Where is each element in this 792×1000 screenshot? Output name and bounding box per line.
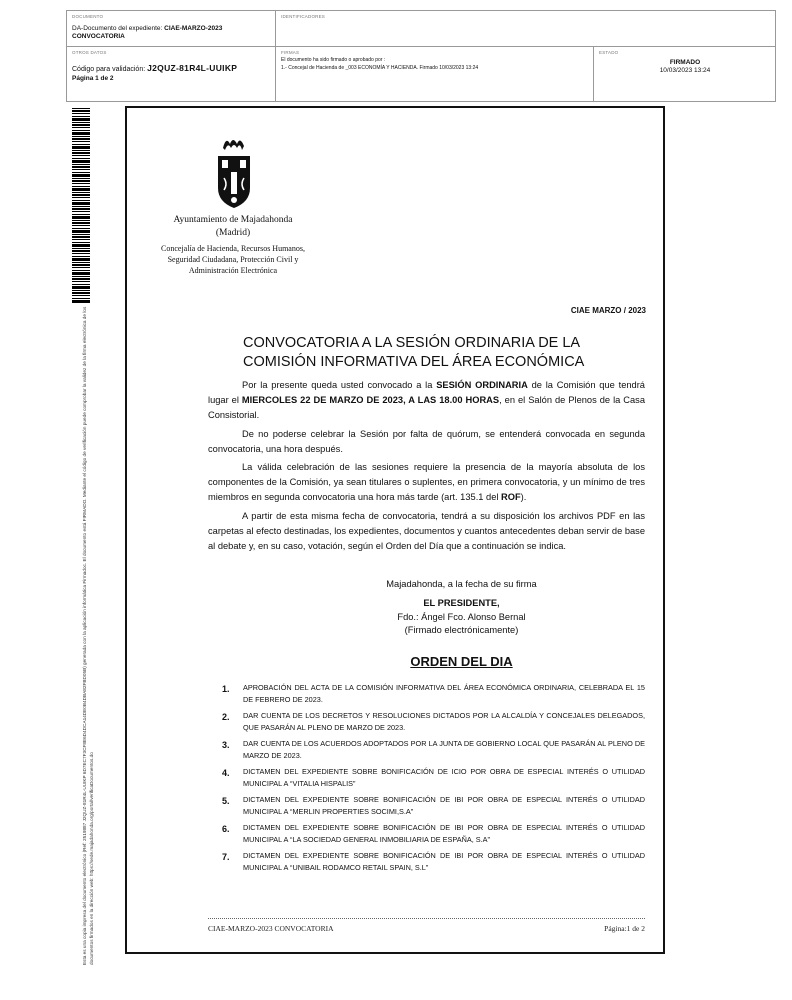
agenda-item-number: 1. [222,684,230,694]
estado-cell [594,47,776,102]
agenda-item-text: DICTAMEN DEL EXPEDIENTE SOBRE BONIFICACIÓN DE IBI POR OBRA DE ESPECIAL INTERÉS O UTILIDAD MUNICIPAL A “MERLIN PROPERTIES SOCIMI,S.A” [243,795,645,817]
agenda-item-number: 4. [222,768,230,779]
agenda-item [222,822,645,846]
agenda-list [222,682,645,878]
estado-date: 10/03/2023 13:24 [659,67,711,75]
agenda-item-number: 3. [222,740,230,751]
footer-page: Página:1 de 2 [604,924,645,933]
identificadores-label: IDENTIFICADORES [281,14,326,19]
agenda-item-text: DAR CUENTA DE LOS ACUERDOS ADOPTADOS POR LA JUNTA DE GOBIERNO LOCAL QUE PASARÁN AL PLENO DE MARZO DE 2023. [243,739,645,761]
signature-note: (Firmado electrónicamente) [404,625,519,636]
footer-divider [208,918,645,919]
entity-region: (Madrid) [215,227,251,238]
paragraph-convocation: Por la presente queda usted convocado a la SESIÓN ORDINARIA de la Comisión que tendrá lugar el MIERCOLES 22 DE MARZO DE 2023, A LAS 18.00 HORAS, en el Salón de Plenos de la Casa Consistorial. [208,380,645,420]
validation-code: J2QUZ-81R4L-UUIKP [147,63,238,73]
identificadores-cell [276,11,776,47]
codigo-prefix: Código para validación: [72,66,146,73]
agenda-item [222,738,645,762]
agenda-item-number: 2. [222,712,230,723]
signature-name: Fdo.: Ángel Fco. Alonso Bernal [397,611,526,622]
entity-department: Concejalía de Hacienda, Recursos Humanos, Seguridad Ciudadana, Protección Civil y Administración Electrónica [161,243,305,275]
firmas-label: FIRMAS [281,50,300,55]
paragraph-validity: La válida celebración de las sesiones requiere la presencia de la mayoría absoluta de los componentes de la Comisión, ya sean titulares o suplentes, en primera convocatoria, y un mínimo de tres miembros en segunda convocatoria una hora más tarde (art. 135.1 del ROF). [208,462,645,503]
firmas-line: 1.- Concejal de Hacienda de _003 ECONOMÍA Y HACIENDA. Firmado 10/03/2023 13:24 [281,64,479,71]
estado-status: FIRMADO [669,59,701,66]
documento-name: CIAE-MARZO-2023 [164,25,223,32]
agenda-title: ORDEN DEL DIA [410,654,513,669]
agenda-item-number: 7. [222,852,230,863]
document-header [66,10,776,102]
page-title [243,334,643,372]
agenda-item-text: DAR CUENTA DE LOS DECRETOS Y RESOLUCIONES DICTADOS POR LA ALCALDÍA Y CONCEJALES DELEGADOS, QUE PASARÁN AL PLENO DE MARZO DE 2023. [243,711,645,733]
barcode [72,108,90,304]
signature-role: EL PRESIDENTE, [423,598,500,609]
firmas-intro: El documento ha sido firmado o aprobado por : [281,57,386,63]
otros-datos-cell [67,47,276,102]
agenda-item [222,794,645,818]
estado-label: ESTADO [599,50,619,55]
verification-side-text: Esta es una copia impresa del documento electrónico (Ref: 2519887 J2QUZ-81R4L-UUIKP 6D7EC7F3CF8E6D4DCA14DE0B4DBA82FBD05B) generada con la aplicación informática Firmadoc. El documento está FIRMADO. Mediante el código de verificación puede comprobar la validez de la firma electrónica de los documentos firmados en la dirección web: https://sede.majadahonda.org/portal/verificaDocumentos.do [82,306,94,965]
documento-type: CONVOCATORIA [72,33,125,41]
agenda-item-number: 5. [222,796,230,807]
documento-prefix: DA-Documento del expediente: [72,25,163,32]
agenda-item [222,710,645,734]
entity-name: Ayuntamiento de Majadahonda [173,215,293,225]
agenda-item-text: DICTAMEN DEL EXPEDIENTE SOBRE BONIFICACIÓN DE IBI POR OBRA DE ESPECIAL INTERÉS O UTILIDAD MUNICIPAL A “LA SOCIEDAD GENERAL INMOBILIARIA DE ESPAÑA, S.A” [243,823,645,845]
agenda-item [222,766,645,790]
document-reference: CIAE MARZO / 2023 [570,306,646,315]
footer-left: CIAE-MARZO-2023 CONVOCATORIA [208,924,334,933]
title-line-2: COMISIÓN INFORMATIVA DEL ÁREA ECONÓMICA [243,353,585,370]
agenda-item-text: DICTAMEN DEL EXPEDIENTE SOBRE BONIFICACIÓN DE ICIO POR OBRA DE ESPECIAL INTERÉS O UTILIDAD MUNICIPAL A “VITALIA HISPALIS” [243,767,645,789]
convocation-body [208,378,645,558]
signature-block [208,578,645,638]
entity-block [160,214,306,276]
paragraph-documents: A partir de esta misma fecha de convocatoria, tendrá a su disposición los archivos PDF en las carpetas al efecto destinadas, los expedientes, documentos y cuantos antecedentes deban servir de base al debate y, en su caso, votación, según el Orden del Día que a continuación se indica. [208,511,645,551]
agenda-item-number: 6. [222,824,230,835]
agenda-item [222,850,645,874]
agenda-item-text: APROBACIÓN DEL ACTA DE LA COMISIÓN INFORMATIVA DEL ÁREA ECONÓMICA ORDINARIA, CELEBRADA EL 15 DE FEBRERO DE 2023. [243,683,645,705]
agenda-item-text: DICTAMEN DEL EXPEDIENTE SOBRE BONIFICACIÓN DE IBI POR OBRA DE ESPECIAL INTERÉS O UTILIDAD MUNICIPAL A “UNIBAIL RODAMCO RETAIL SPAIN, S.L” [243,851,645,873]
documento-cell [67,11,276,47]
signature-place: Majadahonda, a la fecha de su firma [386,579,537,589]
page-count: Página 1 de 2 [72,75,114,82]
firmas-cell [276,47,594,102]
documento-label: DOCUMENTO [72,14,104,19]
paragraph-quorum: De no poderse celebrar la Sesión por falta de quórum, se entenderá convocada en segunda convocatoria, una hora después. [208,428,645,454]
city-crest-logo [214,134,254,210]
otros-label: OTROS DATOS [72,50,107,55]
agenda-item [222,682,645,706]
title-line-1: CONVOCATORIA A LA SESIÓN ORDINARIA DE LA [243,335,581,351]
